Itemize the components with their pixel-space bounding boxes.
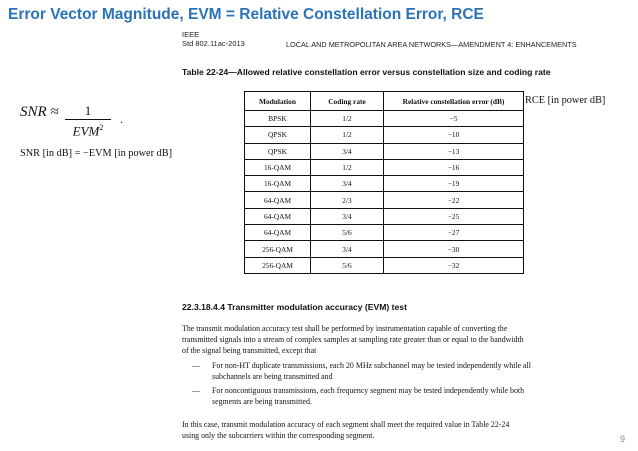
col-header-coding-rate: Coding rate: [311, 92, 384, 111]
table-row: [245, 159, 524, 175]
bullet-dash: —: [192, 386, 200, 395]
fraction-numerator: 1: [84, 103, 92, 118]
fraction-bar: [65, 119, 111, 120]
cell-coding-rate: 3/4: [311, 143, 384, 159]
table-row: [245, 111, 524, 127]
cell-rce: −22: [384, 192, 524, 208]
snr-db-relation: SNR [in dB] = −EVM [in power dB]: [20, 148, 173, 159]
table-row: [245, 143, 524, 159]
section-heading: 22.3.18.4.4 Transmitter modulation accuracy (EVM) test: [182, 302, 407, 312]
cell-rce: −10: [384, 127, 524, 143]
bullet-dash: —: [192, 361, 200, 370]
bullet-line: segments are being transmitted.: [212, 397, 312, 406]
cell-modulation: QPSK: [245, 127, 311, 143]
table-row: [245, 257, 524, 273]
slide-title: Error Vector Magnitude, EVM = Relative Constellation Error, RCE: [8, 6, 484, 23]
rce-note: RCE [in power dB]: [525, 95, 606, 106]
cell-modulation: 16-QAM: [245, 176, 311, 192]
std-number: Std 802.11ac-2013: [182, 39, 245, 48]
cell-coding-rate: 1/2: [311, 111, 384, 127]
cell-coding-rate: 5/6: [311, 225, 384, 241]
intro-line: of the signal being transmitted, except that: [182, 346, 317, 355]
cell-rce: −27: [384, 225, 524, 241]
col-header-modulation: Modulation: [245, 92, 311, 111]
cell-coding-rate: 3/4: [311, 176, 384, 192]
table-row: [245, 241, 524, 257]
cell-coding-rate: 3/4: [311, 241, 384, 257]
intro-line: transmitted signals into a stream of complex samples at sampling rate greater than or equal to the bandwidth: [182, 335, 524, 344]
cell-modulation: QPSK: [245, 143, 311, 159]
closing-line: In this case, transmit modulation accuracy of each segment shall meet the required value in Table 22-24: [182, 420, 510, 429]
cell-rce: −16: [384, 159, 524, 175]
cell-coding-rate: 2/3: [311, 192, 384, 208]
table-row: [245, 208, 524, 224]
cell-rce: −19: [384, 176, 524, 192]
table-header-row: [245, 92, 524, 111]
formula-period: .: [120, 112, 123, 126]
cell-rce: −32: [384, 257, 524, 273]
std-org: IEEE: [182, 30, 200, 39]
intro-line: The transmit modulation accuracy test shall be performed by instrumentation capable of converting the: [182, 324, 508, 333]
table-row: [245, 176, 524, 192]
page-number: 9: [620, 434, 626, 444]
table-caption: Table 22-24—Allowed relative constellation error versus constellation size and coding rate: [182, 67, 551, 77]
cell-modulation: 256-QAM: [245, 241, 311, 257]
rce-table: [244, 91, 524, 274]
cell-modulation: 64-QAM: [245, 208, 311, 224]
closing-line: using only the subcarriers within the corresponding segment.: [182, 431, 375, 440]
evm-exponent: 2: [99, 123, 104, 132]
snr-formula-lhs: SNR ≈: [20, 104, 59, 120]
evm-symbol: EVM: [72, 123, 100, 139]
bullet-line: For noncontiguous transmissions, each frequency segment may be tested independently while both: [212, 386, 525, 395]
bullet-line: For non-HT duplicate transmissions, each 20 MHz subchannel may be tested independently while all: [212, 361, 531, 370]
std-running-title: LOCAL AND METROPOLITAN AREA NETWORKS—AMENDMENT 4: ENHANCEMENTS: [286, 40, 577, 49]
cell-modulation: 16-QAM: [245, 159, 311, 175]
cell-modulation: 256-QAM: [245, 257, 311, 273]
cell-rce: −5: [384, 111, 524, 127]
snr-formula-fraction: [65, 104, 111, 138]
table-row: [245, 225, 524, 241]
cell-rce: −25: [384, 208, 524, 224]
fraction-denominator: [65, 121, 111, 138]
table-row: [245, 127, 524, 143]
col-header-rce: Relative constellation error (dB): [384, 92, 524, 111]
cell-rce: −30: [384, 241, 524, 257]
cell-coding-rate: 1/2: [311, 127, 384, 143]
bullet-line: subchannels are being transmitted and: [212, 372, 333, 381]
cell-coding-rate: 3/4: [311, 208, 384, 224]
cell-coding-rate: 5/6: [311, 257, 384, 273]
cell-modulation: BPSK: [245, 111, 311, 127]
table-row: [245, 192, 524, 208]
cell-modulation: 64-QAM: [245, 225, 311, 241]
cell-modulation: 64-QAM: [245, 192, 311, 208]
cell-rce: −13: [384, 143, 524, 159]
cell-coding-rate: 1/2: [311, 159, 384, 175]
